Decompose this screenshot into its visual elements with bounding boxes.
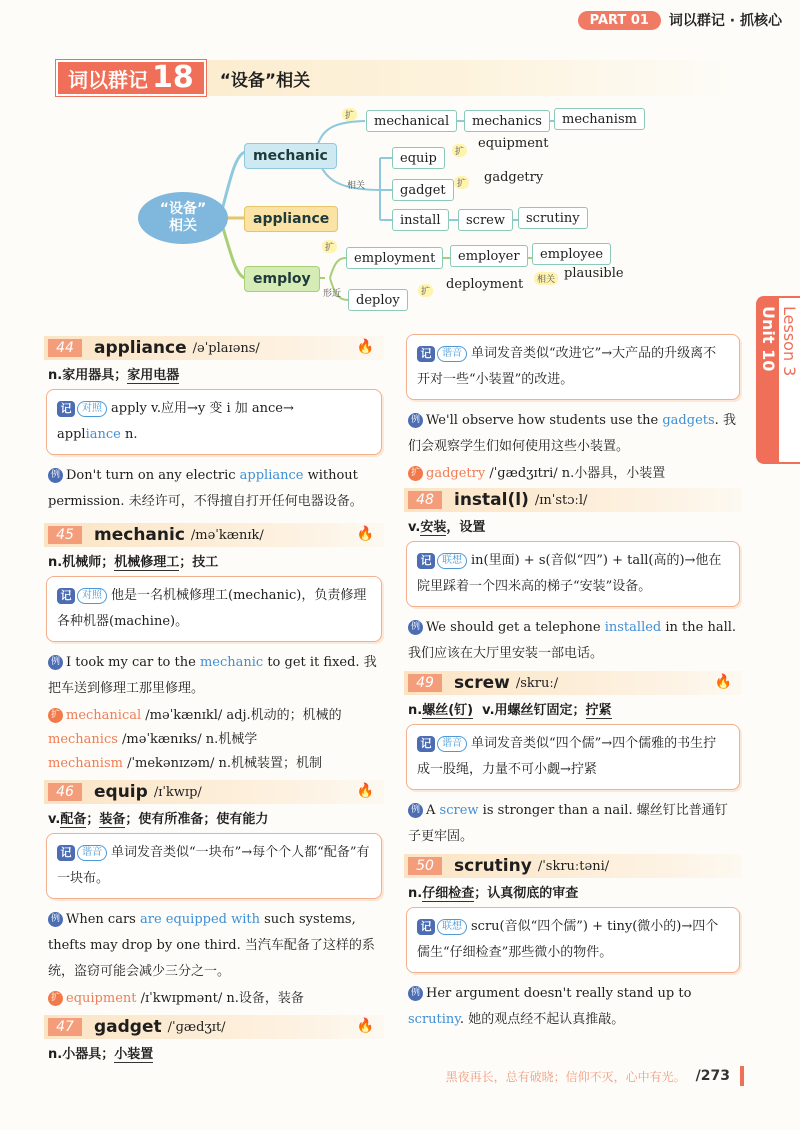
node-equipment: equipment xyxy=(478,136,549,151)
entry-phonetic: /ˈɡædʒɪt/ xyxy=(167,1019,226,1035)
extension-word xyxy=(48,704,382,728)
flame-icon: 🔥 xyxy=(714,674,732,690)
example-en: Don't turn on any electric xyxy=(66,468,240,483)
flame-icon: 🔥 xyxy=(356,1018,374,1034)
example-sentence xyxy=(48,650,382,702)
example-sentence xyxy=(48,463,382,515)
entry-phonetic: /əˈplaɪəns/ xyxy=(192,340,260,356)
tag-ext-1: 扩 xyxy=(342,108,357,121)
meaning-underlined: 配备 xyxy=(60,812,87,827)
meaning: 机械师； xyxy=(62,555,115,570)
part-of-speech: n. xyxy=(48,368,63,383)
node-screw: screw xyxy=(458,209,513,231)
entry-word: equip xyxy=(94,782,148,802)
example-keyword: are equipped with xyxy=(139,912,260,927)
ext-detail: /ˈɡædʒɪtri/ n.小器具，小装置 xyxy=(485,466,666,481)
entry-definition xyxy=(408,516,742,535)
extension-word xyxy=(48,728,382,752)
memory-tip-box xyxy=(406,724,740,790)
part-of-speech-2: v. xyxy=(482,703,495,718)
entry-definition xyxy=(408,699,742,718)
right-column xyxy=(404,334,742,1035)
example-icon: 例 xyxy=(408,803,423,818)
mind-map xyxy=(130,100,650,315)
node-scrutiny: scrutiny xyxy=(518,207,588,229)
memory-icon: 记 xyxy=(57,588,75,604)
node-employ: employ xyxy=(244,266,320,292)
memory-icon: 记 xyxy=(57,845,75,861)
part-of-speech: v. xyxy=(48,812,61,827)
node-gadget: gadget xyxy=(392,179,454,201)
example-icon: 例 xyxy=(48,655,63,670)
meaning-underlined: 安装 xyxy=(420,520,447,535)
meaning: 用螺丝钉固定； xyxy=(494,703,586,718)
extension-word xyxy=(408,462,740,486)
mind-map-center xyxy=(138,192,228,244)
entry-number: 45 xyxy=(48,526,82,544)
example-en-2: in the hall. xyxy=(661,620,737,635)
part-of-speech: v. xyxy=(408,520,421,535)
ext-detail: /məˈkænɪks/ n.机械学 xyxy=(117,732,258,747)
example-sentence xyxy=(48,907,382,985)
entry-phonetic: /skruː/ xyxy=(515,675,559,691)
flame-icon: 🔥 xyxy=(356,783,374,799)
entry-word: mechanic xyxy=(94,525,185,545)
example-en-2: to get it fixed. xyxy=(263,655,364,670)
example-keyword: gadgets xyxy=(662,413,715,428)
memory-icon: 记 xyxy=(417,346,435,362)
tip-type-badge: 联想 xyxy=(437,553,467,569)
flame-icon: 🔥 xyxy=(356,526,374,542)
meaning-2: ；技工 xyxy=(179,555,219,570)
meaning-underlined: 机械修理工 xyxy=(114,555,180,570)
memory-tip-box xyxy=(46,389,382,455)
example-keyword: appliance xyxy=(239,468,304,483)
entry-definition xyxy=(48,808,384,827)
part-badge: PART 01 xyxy=(578,11,661,30)
tag-ext-5: 扩 xyxy=(418,284,433,297)
tip-text: in(里面) + s(音似“四”) + tall(高的)→他在院里踩着一个四米高的梯子“安装”设备。 xyxy=(417,553,722,594)
entry-head-appliance xyxy=(44,336,384,360)
tip-type-badge: 谐音 xyxy=(437,736,467,752)
meaning-rest: ；使有所准备；使有能力 xyxy=(125,812,269,827)
extend-icon: 扩 xyxy=(48,991,63,1006)
header-title: 词以群记 · 抓核心 xyxy=(668,13,782,29)
section-banner xyxy=(56,60,736,96)
tip-text-2c: n. xyxy=(120,427,138,442)
example-en-2: is stronger than a nail. xyxy=(478,803,637,818)
entry-number: 47 xyxy=(48,1018,82,1036)
entry-phonetic: /ɪnˈstɔːl/ xyxy=(534,492,588,508)
example-icon: 例 xyxy=(408,986,423,1001)
example-icon: 例 xyxy=(408,620,423,635)
meaning: ；认真彻底的审查 xyxy=(474,886,579,901)
side-tab-unit: Unit 10 xyxy=(759,306,778,372)
node-plausible: plausible xyxy=(564,266,624,281)
example-keyword: mechanic xyxy=(199,655,264,670)
entry-phonetic: /ˈskruːtəni/ xyxy=(537,858,610,874)
example-zh: 未经许可，不得擅自打开任何电器设备。 xyxy=(128,494,363,509)
meaning-underlined: 仔细检查 xyxy=(422,886,475,901)
meaning: ，设置 xyxy=(446,520,486,535)
meaning: 家用器具； xyxy=(62,368,128,383)
node-deployment: deployment xyxy=(446,277,524,292)
memory-tip-box xyxy=(406,334,740,400)
example-icon: 例 xyxy=(408,413,423,428)
example-sentence xyxy=(408,981,740,1033)
memory-tip-box xyxy=(46,833,382,899)
footer-accent-bar xyxy=(740,1066,744,1086)
example-en-2: . xyxy=(714,413,723,428)
extend-icon: 扩 xyxy=(48,708,63,723)
example-icon: 例 xyxy=(48,912,63,927)
memory-tip-box xyxy=(406,907,740,973)
example-keyword: installed xyxy=(604,620,662,635)
entry-number: 48 xyxy=(408,491,442,509)
example-en: We'll observe how students use the xyxy=(426,413,663,428)
entry-word: instal(l) xyxy=(454,490,529,510)
tag-similar: 形近 xyxy=(323,289,342,299)
node-employment: employment xyxy=(346,247,443,269)
entry-number: 44 xyxy=(48,339,82,357)
meaning-sep: ； xyxy=(86,812,100,827)
ext-detail: /ɪˈkwɪpmənt/ n.设备，装备 xyxy=(136,991,304,1006)
entry-head-install xyxy=(404,488,742,512)
tip-text: scru(音似“四个儒”) + tiny(微小的)→四个儒生“仔细检查”那些微小的物件。 xyxy=(417,919,719,960)
entry-head-gadget xyxy=(44,1015,384,1039)
example-zh: 当汽车配备了这样的系统，盗窃可能会减少三分之一。 xyxy=(48,938,375,979)
node-mechanics: mechanics xyxy=(464,110,550,132)
entry-word: gadget xyxy=(94,1017,162,1037)
entry-head-screw xyxy=(404,671,742,695)
banner-tag-text: 词以群记 xyxy=(68,67,148,92)
memory-tip-box xyxy=(46,576,382,642)
banner-number: 18 xyxy=(152,60,194,95)
tag-ext-3: 扩 xyxy=(454,176,469,189)
tip-type-badge: 对照 xyxy=(77,588,107,604)
entry-definition xyxy=(48,551,384,570)
example-en-2: . xyxy=(459,1012,469,1027)
memory-tip-box xyxy=(406,541,740,607)
tip-text: 单词发音类似“四个儒”→四个儒雅的书生拧成一股绳，力量不可小觑→拧紧 xyxy=(417,736,717,777)
center-line-1: “设备” xyxy=(159,201,207,217)
meaning-underlined: 家用电器 xyxy=(127,368,180,383)
ext-word: gadgetry xyxy=(426,466,486,481)
entry-number: 49 xyxy=(408,674,442,692)
example-sentence xyxy=(408,615,740,667)
example-zh: 我们应该在大厅里安装一部电话。 xyxy=(408,646,604,661)
node-deploy: deploy xyxy=(348,289,408,311)
entry-phonetic: /məˈkænɪk/ xyxy=(190,527,264,543)
ext-word: mechanics xyxy=(48,732,118,747)
side-tab-lesson: Lesson 3 xyxy=(780,306,799,377)
part-of-speech: n. xyxy=(48,555,63,570)
page-footer xyxy=(446,1066,744,1086)
tip-text-2a: appl xyxy=(57,427,86,442)
ext-detail: /ˈmekənɪzəm/ n.机械装置；机制 xyxy=(122,756,323,771)
meaning-underlined-2: 拧紧 xyxy=(585,703,612,718)
meaning-underlined-2: 装备 xyxy=(99,812,126,827)
node-mechanic: mechanic xyxy=(244,143,337,169)
extension-word xyxy=(48,987,382,1011)
node-mechanical: mechanical xyxy=(366,110,457,132)
node-employer: employer xyxy=(450,245,528,267)
page-number: /273 xyxy=(695,1068,730,1084)
extension-word xyxy=(48,752,382,776)
memory-icon: 记 xyxy=(57,401,75,417)
entry-number: 50 xyxy=(408,857,442,875)
entry-head-mechanic xyxy=(44,523,384,547)
ext-word: mechanism xyxy=(48,756,123,771)
banner-title: “设备”相关 xyxy=(219,70,311,91)
tag-ext-4: 扩 xyxy=(322,240,337,253)
example-en: A xyxy=(426,803,440,818)
example-sentence xyxy=(408,408,740,460)
extend-icon: 扩 xyxy=(408,466,423,481)
left-column xyxy=(44,336,384,1068)
node-appliance: appliance xyxy=(244,206,338,232)
unit-side-tab xyxy=(756,296,800,464)
center-line-2: 相关 xyxy=(169,218,197,234)
part-of-speech: n. xyxy=(408,886,423,901)
meaning-underlined: 螺丝(钉) xyxy=(422,703,474,718)
node-install: install xyxy=(392,209,449,231)
entry-definition xyxy=(48,1043,384,1062)
tag-related-1: 相关 xyxy=(347,181,366,191)
node-equip: equip xyxy=(392,147,445,169)
flame-icon: 🔥 xyxy=(356,339,374,355)
example-keyword: scrutiny xyxy=(408,1012,460,1027)
example-en-2: such systems, thefts may drop by one third. xyxy=(48,912,356,953)
entry-number: 46 xyxy=(48,783,82,801)
part-of-speech: n. xyxy=(48,1047,63,1062)
tip-text: 单词发音类似“改进它”→大产品的升级离不开对一些“小装置”的改进。 xyxy=(417,346,717,387)
tag-ext-2: 扩 xyxy=(452,144,467,157)
example-keyword: screw xyxy=(439,803,479,818)
ext-word: mechanical xyxy=(66,708,142,723)
entry-word: screw xyxy=(454,673,510,693)
example-en-2: without permission. xyxy=(48,468,358,509)
tip-type-badge: 联想 xyxy=(437,919,467,935)
tag-related-2: 相关 xyxy=(534,272,558,285)
memory-icon: 记 xyxy=(417,919,435,935)
entry-phonetic: /ɪˈkwɪp/ xyxy=(153,784,202,800)
tip-type-badge: 谐音 xyxy=(77,845,107,861)
tip-type-badge: 谐音 xyxy=(437,346,467,362)
entry-head-scrutiny xyxy=(404,854,742,878)
entry-definition xyxy=(408,882,742,901)
ext-detail: /məˈkænɪkl/ adj.机动的；机械的 xyxy=(141,708,342,723)
tip-type-badge: 对照 xyxy=(77,401,107,417)
entry-definition xyxy=(48,364,384,383)
example-zh: 我们会观察学生们如何使用这些小装置。 xyxy=(408,413,736,454)
node-gadgetry: gadgetry xyxy=(484,170,544,185)
tip-text: apply v.应用→y 变 i 加 ance→ xyxy=(111,401,294,416)
part-of-speech: n. xyxy=(408,703,423,718)
tip-text: 单词发音类似“一块布”→每个个人都“配备”有一块布。 xyxy=(57,845,370,886)
entry-word: scrutiny xyxy=(454,856,532,876)
tip-text: 他是一名机械修理工(mechanic)，负责修理各种机器(machine)。 xyxy=(57,588,367,629)
example-en: Her argument doesn't really stand up to xyxy=(426,986,692,1001)
ext-word: equipment xyxy=(66,991,137,1006)
example-zh: 她的观点经不起认真推敲。 xyxy=(468,1012,625,1027)
meaning: 小器具； xyxy=(62,1047,115,1062)
footer-motto: 黑夜再长，总有破晓；信仰不灭，心中有光。 xyxy=(445,1069,686,1084)
example-en: We should get a telephone xyxy=(426,620,605,635)
example-zh: 螺丝钉比普通钉子更牢固。 xyxy=(408,803,728,844)
node-mechanism: mechanism xyxy=(554,108,645,130)
example-en: When cars xyxy=(66,912,140,927)
memory-icon: 记 xyxy=(417,553,435,569)
page-header xyxy=(578,10,782,30)
example-zh: 我把车送到修理工那里修理。 xyxy=(48,655,377,696)
example-icon: 例 xyxy=(48,468,63,483)
example-en: I took my car to the xyxy=(66,655,200,670)
memory-icon: 记 xyxy=(417,736,435,752)
tip-highlight: iance xyxy=(85,427,121,442)
example-sentence xyxy=(408,798,740,850)
entry-head-equip xyxy=(44,780,384,804)
meaning-underlined: 小装置 xyxy=(114,1047,154,1062)
banner-tag xyxy=(56,60,206,96)
node-employee: employee xyxy=(532,243,611,265)
entry-word: appliance xyxy=(94,338,187,358)
